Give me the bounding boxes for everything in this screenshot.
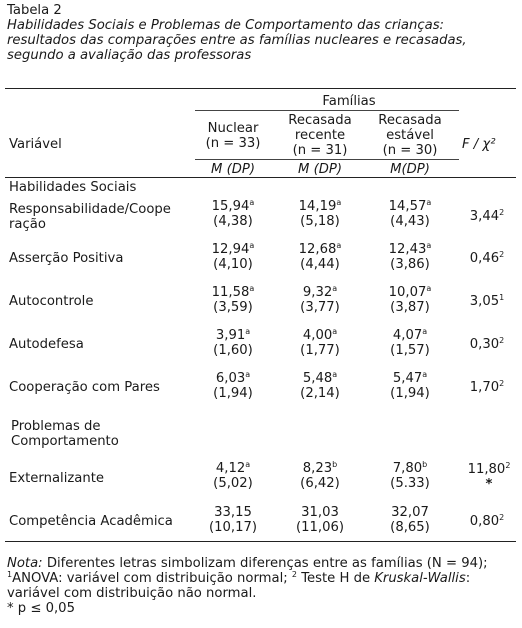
mean-value: 10,07$^a$ — [388, 284, 432, 300]
mean-value: 33,15 — [214, 505, 252, 520]
section-title — [11, 419, 119, 449]
table-bottom-rule — [5, 541, 516, 542]
mean-value: 14,19$^a$ — [298, 198, 342, 214]
row-label-line: Autocontrole — [9, 294, 94, 309]
cell-value — [369, 242, 451, 272]
row-label-line: Asserção Positiva — [9, 251, 124, 266]
section-title: Habilidades Sociais — [9, 180, 137, 195]
group-header-rule — [195, 110, 459, 111]
cell-value — [195, 371, 271, 401]
test-value: 0,46$^2$ — [469, 250, 505, 266]
mean-value: 15,94$^a$ — [211, 198, 255, 214]
table-title — [7, 18, 517, 63]
mean-value: 11,58$^a$ — [211, 284, 255, 300]
col-header-nuclear — [195, 121, 271, 151]
variable-header: Variável — [9, 137, 62, 152]
sd-value: (8,65) — [390, 520, 430, 535]
test-value: 0,30$^2$ — [469, 336, 505, 352]
cell-value — [369, 505, 451, 535]
col-header-line: (n = 33) — [205, 136, 261, 151]
row-label-line: Responsabilidade/Coope — [9, 202, 171, 217]
cell-value — [369, 199, 451, 229]
note-text: Teste H de — [297, 571, 375, 586]
table-title-line: segundo a avaliação das professoras — [7, 48, 252, 63]
significance-note: * p ≤ 0,05 — [7, 601, 75, 616]
row-label — [9, 471, 104, 486]
sd-value: (1,60) — [213, 343, 253, 358]
cell-value — [280, 199, 360, 229]
test-header: F / χ² — [462, 137, 496, 152]
row-label — [9, 294, 93, 309]
table-title-line: Habilidades Sociais e Problemas de Comportamento das crianças: — [7, 18, 445, 33]
cell-value — [195, 328, 271, 358]
sd-value: (3,77) — [300, 300, 340, 315]
mean-value: 14,57$^a$ — [388, 198, 432, 214]
note-italic: Kruskal-Wallis — [374, 571, 466, 586]
sd-value: (4,10) — [213, 257, 253, 272]
mean-value: 32,07 — [391, 505, 429, 520]
sd-value: (4,44) — [300, 257, 340, 272]
col-header-line: Recasada — [288, 113, 352, 128]
col-header-stable — [369, 113, 451, 158]
stat-header: M(DP) — [390, 162, 430, 177]
test-value: 1,70$^2$ — [469, 379, 505, 395]
cell-value — [369, 285, 451, 315]
mean-value: 3,91$^a$ — [215, 327, 251, 343]
col-header-line: Recasada — [378, 113, 442, 128]
mean-value: 6,03$^a$ — [215, 370, 251, 386]
sd-value: (5,02) — [213, 476, 253, 491]
sd-value: (1,77) — [300, 343, 340, 358]
cell-value — [195, 461, 271, 491]
mean-value: 12,94$^a$ — [211, 241, 255, 257]
col-header-recent — [280, 113, 360, 158]
cell-value — [195, 242, 271, 272]
row-label — [9, 202, 171, 232]
cell-value — [195, 505, 271, 535]
col-header-line: Nuclear — [207, 121, 259, 136]
row-label — [9, 380, 160, 395]
cell-value — [369, 371, 451, 401]
mean-value: 4,00$^a$ — [302, 327, 338, 343]
mean-value: 4,12$^a$ — [215, 460, 251, 476]
note-label: Nota: — [7, 556, 43, 571]
sd-value: (1,94) — [213, 386, 253, 401]
cell-value — [280, 242, 360, 272]
mean-value: 4,07$^a$ — [392, 327, 428, 343]
cell-value — [280, 371, 360, 401]
note-text: : variável com distribuição não normal. — [7, 571, 471, 601]
test-value: 11,80$^2$ * — [460, 462, 518, 492]
sd-value: (3,87) — [390, 300, 430, 315]
note-text: Diferentes letras simbolizam diferenças entre as famílias (N = 94); — [42, 556, 488, 571]
row-label-line: Competência Acadêmica — [9, 514, 173, 529]
sd-value: (5,18) — [300, 214, 340, 229]
sd-value: (4,38) — [213, 214, 253, 229]
cell-value — [280, 285, 360, 315]
group-header: Famílias — [322, 94, 376, 109]
cell-value — [280, 461, 360, 491]
mean-value: 8,23$^b$ — [302, 460, 338, 476]
mean-value: 7,80$^b$ — [392, 460, 428, 476]
cell-value — [280, 505, 360, 535]
cell-value — [369, 461, 451, 491]
note-sup: 2 — [291, 570, 297, 579]
sd-value: (5.33) — [390, 476, 430, 491]
sd-value: (4,43) — [390, 214, 430, 229]
row-label — [9, 514, 173, 529]
section-title-line: Problemas de — [11, 419, 101, 434]
table-note — [7, 556, 515, 616]
cell-value — [195, 199, 271, 229]
stat-header: M (DP) — [211, 162, 255, 177]
note-text: ANOVA: variável com distribuição normal; — [12, 571, 292, 586]
section-title-line: Comportamento — [11, 434, 119, 449]
cell-value — [195, 285, 271, 315]
row-label-line: Externalizante — [9, 471, 105, 486]
col-header-line: (n = 31) — [292, 143, 348, 158]
sd-value: (1,57) — [390, 343, 430, 358]
mean-value: 5,47$^a$ — [392, 370, 428, 386]
mean-value: 31,03 — [301, 505, 339, 520]
table-top-rule — [5, 88, 516, 89]
cell-value — [369, 328, 451, 358]
significance-star: * — [485, 477, 493, 492]
note-sup: 1 — [7, 570, 13, 579]
mean-value: 12,68$^a$ — [298, 241, 342, 257]
row-label — [9, 251, 123, 266]
table-label: Tabela 2 — [7, 3, 62, 18]
sd-value: (1,94) — [390, 386, 430, 401]
header-bottom-rule — [5, 177, 516, 178]
mean-value: 5,48$^a$ — [302, 370, 338, 386]
sd-value: (2,14) — [300, 386, 340, 401]
sd-value: (10,17) — [208, 520, 258, 535]
col-header-line: estável — [386, 128, 434, 143]
mean-value: 12,43$^a$ — [388, 241, 432, 257]
test-value: 3,05$^1$ — [469, 293, 505, 309]
stat-header: M (DP) — [298, 162, 342, 177]
row-label-line: Autodefesa — [9, 337, 84, 352]
col-header-rule — [195, 159, 459, 160]
cell-value — [280, 328, 360, 358]
col-header-line: (n = 30) — [382, 143, 438, 158]
row-label-line: Cooperação com Pares — [9, 380, 160, 395]
sd-value: (3,86) — [390, 257, 430, 272]
row-label-line: ração — [9, 217, 46, 232]
mean-value: 9,32$^a$ — [302, 284, 338, 300]
row-label — [9, 337, 84, 352]
test-value: 3,44$^2$ — [469, 208, 505, 224]
col-header-line: recente — [294, 128, 346, 143]
table-title-line: resultados das comparações entre as famílias nucleares e recasadas, — [7, 33, 467, 48]
sd-value: (3,59) — [213, 300, 253, 315]
sd-value: (6,42) — [300, 476, 340, 491]
test-value: 0,80$^2$ — [469, 513, 505, 529]
sd-value: (11,06) — [295, 520, 345, 535]
